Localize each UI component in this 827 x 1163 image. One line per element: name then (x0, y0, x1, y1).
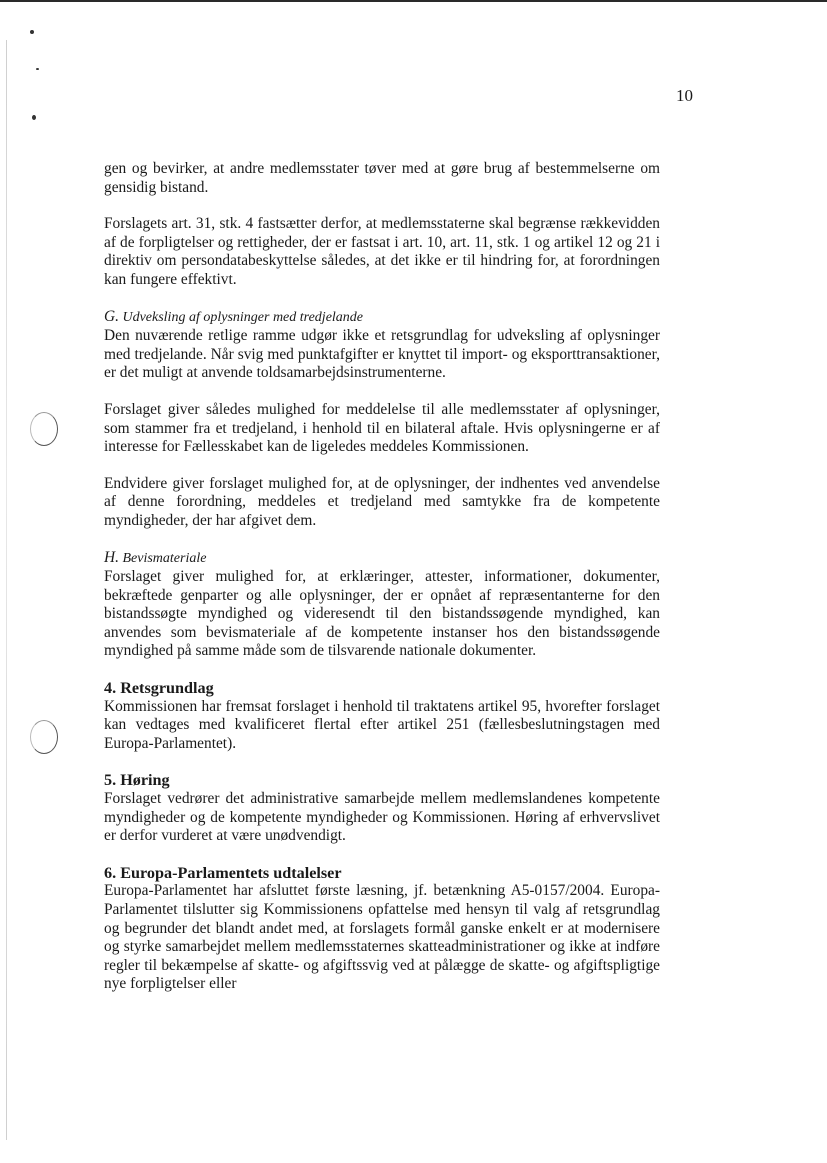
paragraph-evidence: Forslaget giver mulighed for, at erklæringer, attester, informationer, dokumenter, bekræftede genparter og alle oplysninger, der er opnået af repræsentanterne for den bistandssøgte myndighed og videresendt til den bistandssøgende myndighed, kan anvendes som bevismateriale af de kompetente instanser hos den bistandssøgende myndighed på samme måde som de tilsvarende nationale dokumenter. (104, 568, 660, 660)
scan-speck (36, 68, 39, 70)
subheading-g-letter: G. (104, 307, 119, 325)
scan-edge-top (0, 0, 827, 2)
paragraph-legal-framework: Den nuværende retlige ramme udgør ikke et retsgrundlag for udveksling af oplysninger med tredjelande. Når svig med punktafgifter er knyttet til import- og eksporttransaktioner, er det muligt at anvende toldsamarbejdsinstrumenterne. (104, 327, 660, 382)
subheading-g-title: Udveksling af oplysninger med tredjelande (122, 309, 364, 325)
section-heading-legal-basis: 4. Retsgrundlag (104, 679, 214, 698)
scan-edge-left (6, 40, 7, 1140)
scan-speck (30, 30, 34, 34)
section-heading-consultation: 5. Høring (104, 771, 170, 790)
subheading-h (104, 549, 660, 569)
paragraph-article-95: Kommissionen har fremsat forslaget i henhold til traktatens artikel 95, hvorefter forslaget kan vedtages med kvalificeret flertal efter artikel 251 (fællesbeslutningstagen med Europa-Parlamentet). (104, 697, 660, 752)
paragraph-consultation: Forslaget vedrører det administrative samarbejde mellem medlemslandenes kompetente myndigheder og de kompetente myndigheder og Kommissionen. Høring af erhvervslivet er derfor vurderet at være unødvendigt. (104, 790, 660, 845)
scan-speck (32, 115, 36, 120)
subheading-g (104, 308, 660, 328)
punch-hole-bottom (30, 720, 58, 754)
paragraph-consent: Endvidere giver forslaget mulighed for, at de oplysninger, der indhentes ved anvendelse af denne forordning, meddeles et tredjeland med samtykke fra de kompetente myndigheder, der har afgivet dem. (104, 474, 660, 529)
section-heading-parliament: 6. Europa-Parlamentets udtalelser (104, 863, 342, 882)
paragraph-mutual-assistance: gen og bevirker, at andre medlemsstater tøver med at gøre brug af bestemmelserne om gensidig bistand. (104, 160, 660, 196)
punch-hole-top (30, 412, 58, 446)
subheading-h-title: Bevismateriale (122, 550, 207, 566)
page-number: 10 (676, 86, 693, 105)
subheading-h-letter: H. (104, 548, 119, 566)
paragraph-article-31: Forslagets art. 31, stk. 4 fastsætter derfor, at medlemsstaterne skal begrænse rækkevidden af de forpligtelser og rettigheder, der er fastsat i art. 10, art. 11, stk. 1 og artikel 12 og 21 i direktiv om persondatabeskyttelse således, at det ikke er til hindring for, at forordningen kan fungere effektivt. (104, 215, 660, 288)
paragraph-third-country-info: Forslaget giver således mulighed for meddelelse til alle medlemsstater af oplysninger, som stammer fra et tredjeland, i henhold til en bilateral aftale. Hvis oplysningerne er af interesse for Fællesskabet kan de ligeledes meddeles Kommissionen. (104, 400, 660, 456)
paragraph-parliament-opinion: Europa-Parlamentet har afsluttet første læsning, jf. betænkning A5-0157/2004. Europa-Parlamentet tilslutter sig Kommissionens opfattelse med hensyn til valg af retsgrundlag og begrunder det blandt andet med, at forslagets formål ganske enkelt er at modernisere og styrke samarbejdet mellem medlemsstaternes skatteadministrationer og ikke at indføre regler til bekæmpelse af skatte- og afgiftssvig ved at pålægge de skatte- og afgiftspligtige nye forpligtelser eller (104, 882, 660, 993)
document-body (104, 160, 660, 994)
